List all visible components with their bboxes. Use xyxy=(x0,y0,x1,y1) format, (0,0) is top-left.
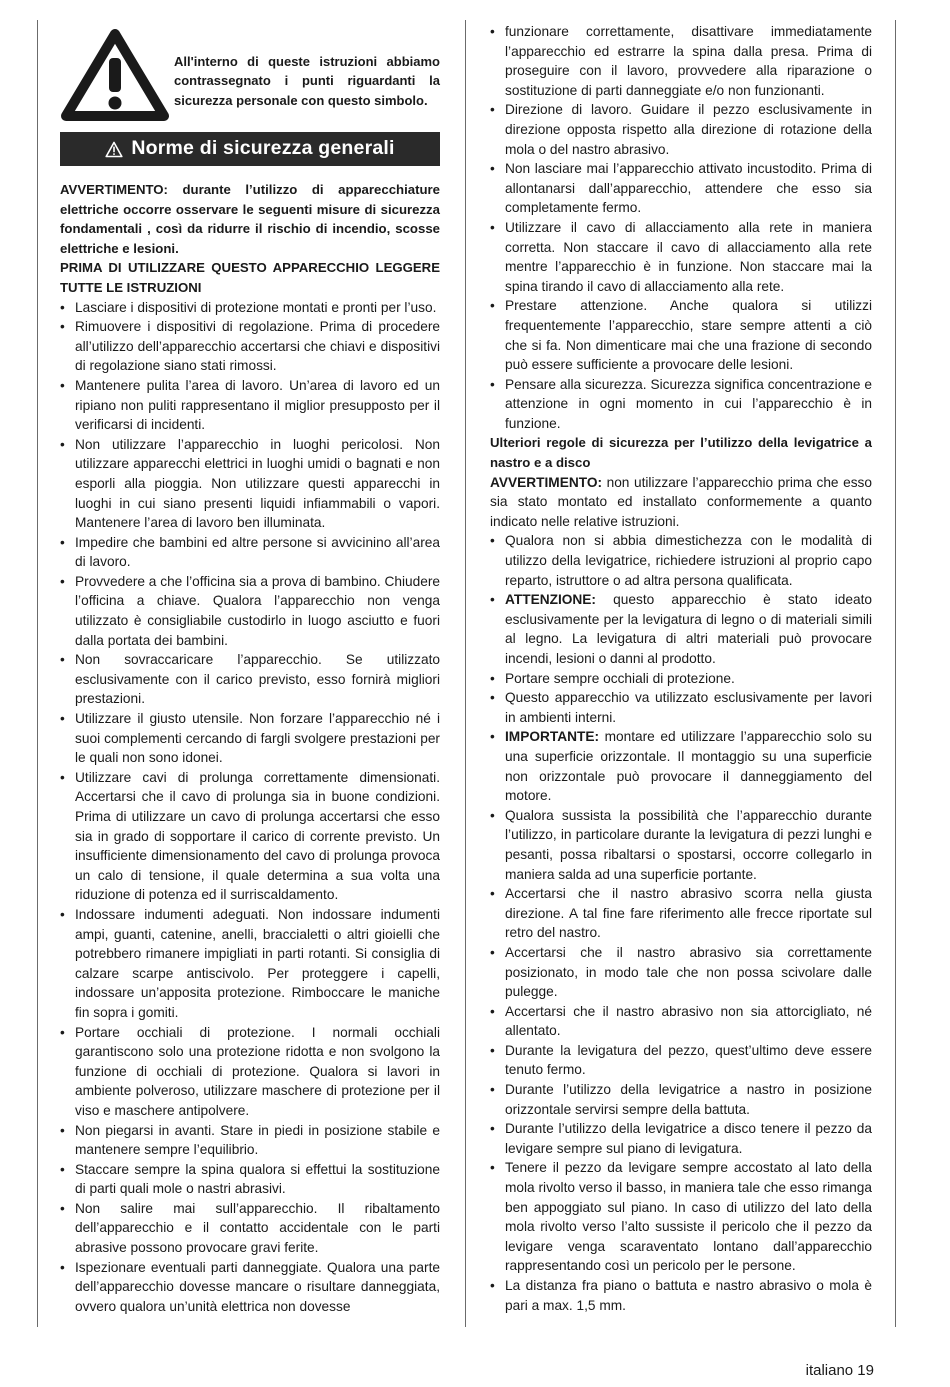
list-item-text: Accertarsi che il nastro abrasivo non sia attorcigliato, né allentato. xyxy=(505,1003,872,1039)
list-item-text: Utilizzare cavi di prolunga correttamente dimensionati. Accertarsi che il cavo di prolunga sia in buone condizioni. Prima di utilizzare un cavo di prolunga accertarsi che esso sia in grado di sopportare il carico di corrente previsto. Un insufficiente dimensionamento del cavo di prolunga provoca un calo di tensione, il quale determina a sua volta una riduzione di potenza ed il surriscaldamento. xyxy=(75,769,440,903)
list-item-text: Durante l’utilizzo della levigatrice a disco tenere il pezzo da levigare sempre sul piano di levigatura. xyxy=(505,1121,872,1156)
list-item-text: Qualora sussista la possibilità che l’apparecchio durante l’utilizzo, in particolare durante la levigatura di pezzi lunghi e pesanti, possa ribaltarsi o spostarsi, occorre collegarlo in maniera salda ad una superficie portante. xyxy=(505,807,872,882)
list-item xyxy=(60,376,440,435)
list-item-text: Non sovraccaricare l’apparecchio. Se utilizzato esclusivamente con il carico previsto, esso fornirà migliori prestazioni. xyxy=(75,652,440,707)
right-column xyxy=(490,22,872,1315)
list-item xyxy=(490,727,872,805)
list-item-label: IMPORTANTE: xyxy=(505,729,600,745)
list-item-text: Mantenere pulita l’area di lavoro. Un’area di lavoro ed un ripiano non puliti rappresentano il miglior presupposto per il verificarsi di incidenti. xyxy=(75,377,440,433)
list-item xyxy=(490,531,872,590)
further-warning-label: AVVERTIMENTO: xyxy=(490,474,603,490)
list-item-text: Impedire che bambini ed altre persone si avvicinino all’area di lavoro. xyxy=(75,534,440,570)
list-item xyxy=(60,435,440,533)
list-item xyxy=(60,1258,440,1317)
list-item-text: Ispezionare eventuali parti danneggiate. Qualora una parte dell’apparecchio dovesse mancare o risultare danneggiata, ovvero qualora un’unità elettrica non dovesse xyxy=(75,1259,440,1314)
further-rules-list xyxy=(490,531,872,1315)
general-rules-continued-list xyxy=(490,22,872,433)
list-item-text: Direzione di lavoro. Guidare il pezzo esclusivamente in direzione opposta rispetto alla direzione di rotazione della mola o del nastro abrasivo. xyxy=(505,102,872,157)
list-item xyxy=(60,1023,440,1121)
list-item xyxy=(60,1160,440,1199)
list-item xyxy=(490,669,872,689)
list-item xyxy=(490,688,872,727)
list-item-text: Portare sempre occhiali di protezione. xyxy=(505,670,735,686)
list-item xyxy=(490,1119,872,1158)
further-warning xyxy=(490,473,872,532)
list-item-text: Staccare sempre la spina qualora si effettui la sostituzione di parti quali mole o nastri abrasivi. xyxy=(75,1161,440,1197)
list-item-text: Provvedere a che l’officina sia a prova di bambino. Chiudere l’officina a chiave. Qualora l’apparecchio non venga utilizzato è consigliabile custodirlo in luogo asciutto e fuori dalla portata dei bambini. xyxy=(75,573,440,648)
list-item xyxy=(60,533,440,572)
list-item xyxy=(490,375,872,434)
list-item-text: La distanza fra piano o battuta e nastro abrasivo o mola è pari a max. 1,5 mm. xyxy=(505,1278,872,1313)
further-rules-title: Ulteriori regole di sicurezza per l’utilizzo della levigatrice a nastro e a disco xyxy=(490,435,872,471)
list-item xyxy=(490,884,872,943)
further-warning-text: non utilizzare l’apparecchio prima che esso sia stato montato ed installato conformemente a quanto indicato nelle relative istruzioni. xyxy=(490,474,872,529)
list-item-text: Non salire mai sull’apparecchio. Il ribaltamento dell’apparecchio e il contatto accidentale con le parti abrasive possono provocare gravi ferite. xyxy=(75,1200,440,1256)
list-item xyxy=(490,1080,872,1119)
list-item xyxy=(490,218,872,296)
list-item-text: Accertarsi che il nastro abrasivo scorra nella giusta direzione. A tal fine fare riferimento alle frecce riportate sul retro del nastro. xyxy=(505,886,872,941)
left-column-rule xyxy=(37,20,38,1327)
list-item-text: Qualora non si abbia dimestichezza con le modalità di utilizzo della levigatrice, richiedere istruzioni al proprio capo reparto, istruttore o ad altra persona qualificata. xyxy=(505,533,872,588)
list-item xyxy=(60,905,440,1023)
center-column-rule xyxy=(465,20,466,1327)
safety-symbol-text: All'interno di queste istruzioni abbiamo contrassegnato i punti riguardanti la sicurezza personale con questo simbolo. xyxy=(174,53,440,108)
list-item-text: Indossare indumenti adeguati. Non indossare indumenti ampi, guanti, catenine, anelli, braccialetti o altri gioielli che potrebbero rimanere impigliati in parti rotanti. Si consiglia di calzare scarpe antiscivolo. Per proteggere i capelli, indossare un’apposita protezione. Rimboccare le maniche fin sopra i gomiti. xyxy=(75,906,440,1020)
warning-small-icon xyxy=(105,141,123,158)
read-first-notice: PRIMA DI UTILIZZARE QUESTO APPARECCHIO LEGGERE TUTTE LE ISTRUZIONI xyxy=(60,260,440,295)
list-item xyxy=(60,1199,440,1258)
list-item-text: funzionare correttamente, disattivare immediatamente l’apparecchio ed estrarre la spina dalla presa. Prima di proseguire con il lavoro, provvedere alla riparazione o sostituzione di parti danneggiate e/o non funzionanti. xyxy=(505,24,872,98)
left-column xyxy=(60,22,440,1316)
list-item-text: Questo apparecchio va utilizzato esclusivamente per lavori in ambienti interni. xyxy=(505,690,872,725)
list-item-text: Accertarsi che il nastro abrasivo sia correttamente posizionato, in modo tale che non possa scivolare dalle pulegge. xyxy=(505,944,872,1000)
list-item xyxy=(490,22,872,100)
list-item xyxy=(60,572,440,650)
warning-intro: AVVERTIMENTO: durante l’utilizzo di apparecchiature elettriche occorre osservare le seguenti misure di sicurezza fondamentali , così da ridurre il rischio di incendio, scosse elettriche e lesioni. xyxy=(60,182,440,256)
list-item-text: Portare occhiali di protezione. I normali occhiali garantiscono solo una protezione ridotta e non svolgono la funzione di occhiali di protezione. Qualora si lavori in ambiente polveroso, utilizzare maschere di protezione per il viso e maschere antipolvere. xyxy=(75,1024,440,1118)
page-footer: italiano 19 xyxy=(805,1362,874,1379)
list-item xyxy=(490,1002,872,1041)
list-item-text: Durante la levigatura del pezzo, quest’ultimo deve essere tenuto fermo. xyxy=(505,1042,872,1078)
list-item-text: Pensare alla sicurezza. Sicurezza significa concentrazione e attenzione in ogni momento in cui l’apparecchio è in funzione. xyxy=(505,376,872,431)
list-item-text: Non utilizzare l’apparecchio in luoghi pericolosi. Non utilizzare apparecchi elettrici in luoghi umidi o bagnati e non esporli alla pioggia. Non utilizzare questi apparecchi in luoghi in cui siano presenti liquidi infiammabili o vapori. Mantenere l’area di lavoro ben illuminata. xyxy=(75,436,440,531)
list-item-text: Prestare attenzione. Anche qualora si utilizzi frequentemente l’apparecchio, stare sempre attenti a ciò che si fa. Non dimenticare mai che una frazione di secondo può essere sufficiente a provocare delle lesioni. xyxy=(505,298,872,373)
general-rules-list xyxy=(60,298,440,1317)
list-item-text: Rimuovere i dispositivi di regolazione. Prima di procedere all’utilizzo dell’apparecchio accertarsi che chiavi e dispositivi di regolazione siano stati rimossi. xyxy=(75,319,440,374)
list-item-text: Non piegarsi in avanti. Stare in piedi in posizione stabile e mantenere sempre l’equilibrio. xyxy=(75,1122,440,1158)
list-item-text: Utilizzare il cavo di allacciamento alla rete in maniera corretta. Non staccare il cavo di allacciamento alla rete mentre l’apparecchio è in funzione. Non staccare mai la spina tirando il cavo di allacciamento alla rete. xyxy=(505,219,872,294)
list-item-text: questo apparecchio è stato ideato esclusivamente per la levigatura di legno o di materiali simili al legno. La levigatura di altri materiali può provocare incendi, lesioni o danni al prodotto. xyxy=(505,592,872,666)
list-item xyxy=(490,1276,872,1315)
warning-triangle-icon xyxy=(60,28,170,124)
list-item xyxy=(60,317,440,376)
list-item xyxy=(490,806,872,884)
safety-symbol-note xyxy=(60,22,440,130)
list-item-text: Utilizzare il giusto utensile. Non forzare l’apparecchio né i suoi complementi cercando di fargli svolgere prestazioni per le quali non sono idonei. xyxy=(75,711,440,766)
section-title-bar xyxy=(60,132,440,166)
list-item xyxy=(490,100,872,159)
list-item-text: Durante l’utilizzo della levigatrice a nastro in posizione orizzontale servirsi sempre della battuta. xyxy=(505,1082,872,1117)
list-item xyxy=(490,590,872,668)
section-title: Norme di sicurezza generali xyxy=(131,137,395,160)
list-item-label: ATTENZIONE: xyxy=(505,592,596,608)
list-item-text: Tenere il pezzo da levigare sempre accostato al lato della mola rivolto verso il basso, in maniera tale che esso rimanga ben appoggiato sul piano. In caso di utilizzo del lato della mola rivolto verso l’alto sussiste il pericolo che il pezzo da levigare venga scaraventato lontano dall’apparecchio rappresentando così un pericolo per le persone. xyxy=(505,1160,872,1274)
list-item-text: Non lasciare mai l’apparecchio attivato incustodito. Prima di allontanarsi dall’apparecchio, attendere che esso sia completamente fermo. xyxy=(505,161,872,216)
list-item xyxy=(490,1158,872,1276)
list-item xyxy=(60,709,440,768)
list-item-text: Lasciare i dispositivi di protezione montati e pronti per l’uso. xyxy=(75,299,437,315)
list-item xyxy=(60,298,440,318)
list-item xyxy=(60,1121,440,1160)
list-item xyxy=(60,768,440,905)
list-item-text: montare ed utilizzare l’apparecchio solo su una superficie orizzontale. Il montaggio su una superficie non orizzontale può provocare il danneggiamento del motore. xyxy=(505,729,872,804)
right-column-rule xyxy=(895,20,896,1327)
list-item xyxy=(490,943,872,1002)
list-item xyxy=(490,159,872,218)
list-item xyxy=(490,1041,872,1080)
list-item xyxy=(60,650,440,709)
list-item xyxy=(490,296,872,374)
